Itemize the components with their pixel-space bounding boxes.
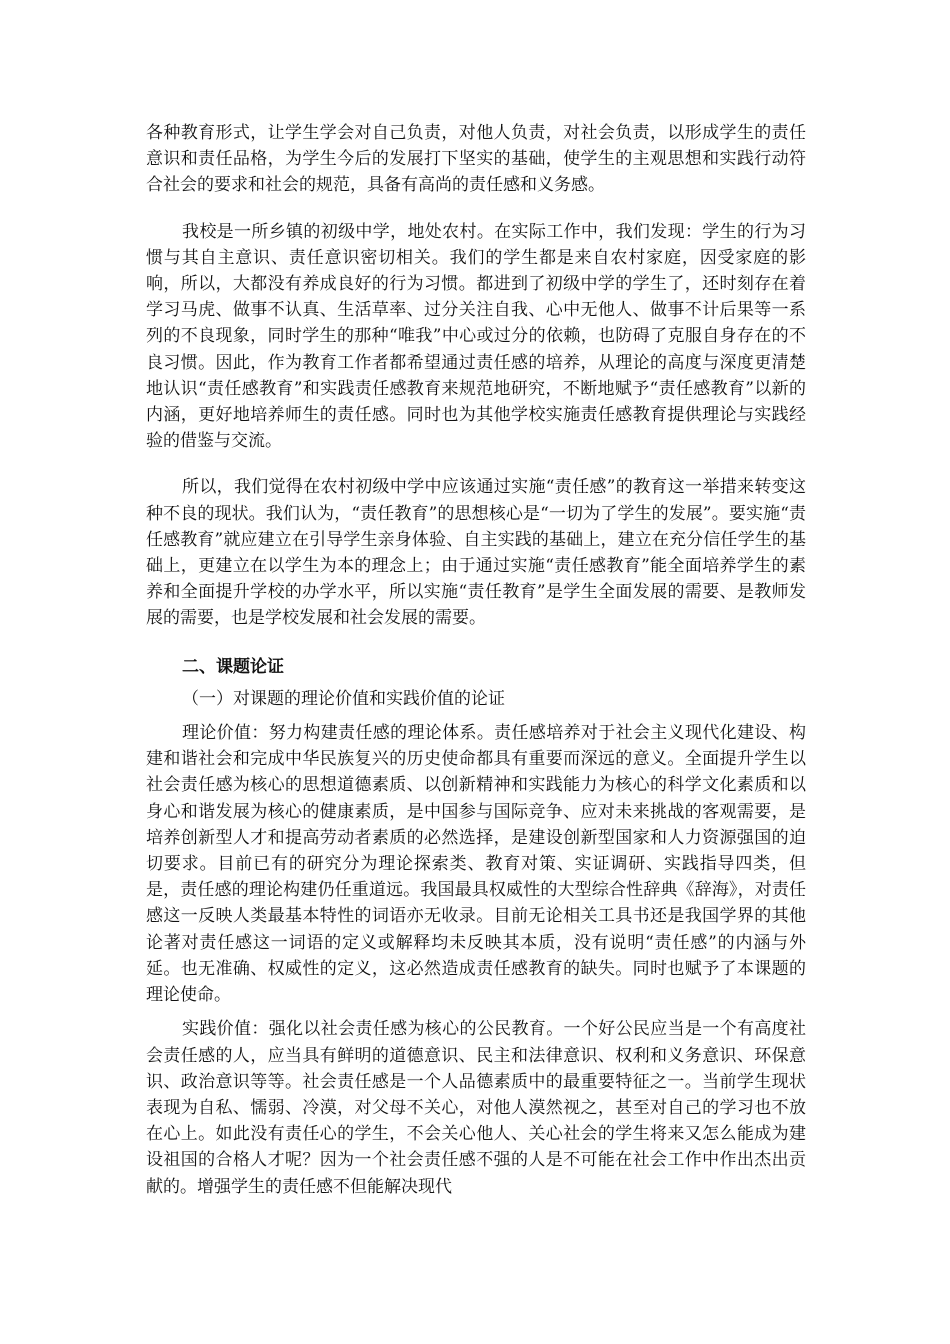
document-page (146, 120, 806, 1200)
paragraph-conclusion: 所以，我们觉得在农村初级中学中应该通过实施“责任感”的教育这一举措来转变这种不良的现状。我们认为，“责任教育”的思想核心是“一切为了学生的发展”。要实施“责任感教育”就应建立在引导学生亲身体验、自主实践的基础上，建立在充分信任学生的基础上，更建立在以学生为本的理念上；由于通过实施“责任感教育”能全面培养学生的素养和全面提升学校的办学水平，所以实施“责任教育”是学生全面发展的需要、是教师发展的需要，也是学校发展和社会发展的需要。 (146, 477, 806, 629)
paragraph-intro-continued: 各种教育形式，让学生学会对自己负责，对他人负责，对社会负责，以形成学生的责任意识和责任品格，为学生今后的发展打下坚实的基础，使学生的主观思想和实践行动符合社会的要求和社会的规范，具备有高尚的责任感和义务感。 (146, 123, 806, 196)
paragraph-school-background: 我校是一所乡镇的初级中学，地处农村。在实际工作中，我们发现：学生的行为习惯与其自主意识、责任意识密切相关。我们的学生都是来自农村家庭，因受家庭的影响，所以，大都没有养成良好的行为习惯。都进到了初级中学的学生了，还时刻存在着学习马虎、做事不认真、生活草率、过分关注自我、心中无他人、做事不计后果等一系列的不良现象，同时学生的那种“唯我”中心或过分的依赖，也防碍了克服自身存在的不良习惯。因此，作为教育工作者都希望通过责任感的培养，从理论的高度与深度更清楚地认识“责任感教育”和实践责任感教育来规范地研究，不断地赋予“责任感教育”以新的内涵，更好地培养师生的责任感。同时也为其他学校实施责任感教育提供理论与实践经验的借鉴与交流。 (146, 221, 806, 452)
subsection-heading: （一）对课题的理论价值和实践价值的论证 (182, 688, 505, 709)
section-heading: 二、课题论证 (182, 656, 284, 677)
paragraph-theoretical-value: 理论价值：努力构建责任感的理论体系。责任感培养对于社会主义现代化建设、构建和谐社会和完成中华民族复兴的历史使命都具有重要而深远的意义。全面提升学生以社会责任感为核心的思想道德素质、以创新精神和实践能力为核心的科学文化素质和以身心和谐发展为核心的健康素质，是中国参与国际竞争、应对未来挑战的客观需要，是培养创新型人才和提高劳动者素质的必然选择，是建设创新型国家和人力资源强国的迫切要求。目前已有的研究分为理论探索类、教育对策、实证调研、实践指导四类，但是，责任感的理论构建仍任重道远。我国最具权威性的大型综合性辞典《辞海》，对责任感这一反映人类最基本特性的词语亦无收录。目前无论相关工具书还是我国学界的其他论著对责任感这一词语的定义或解释均未反映其本质，没有说明“责任感”的内涵与外延。也无准确、权威性的定义，这必然造成责任感教育的缺失。同时也赋予了本课题的理论使命。 (146, 723, 806, 1006)
paragraph-practical-value: 实践价值：强化以社会责任感为核心的公民教育。一个好公民应当是一个有高度社会责任感的人，应当具有鲜明的道德意识、民主和法律意识、权利和义务意识、环保意识、政治意识等等。社会责任感是一个人品德素质中的最重要特征之一。当前学生现状表现为自私、懦弱、冷漠，对父母不关心，对他人漠然视之，甚至对自己的学习也不放在心上。如此没有责任心的学生，不会关心他人、关心社会的学生将来又怎么能成为建设祖国的合格人才呢？因为一个社会责任感不强的人是不可能在社会工作中作出杰出贡献的。增强学生的责任感不但能解决现代 (146, 1019, 806, 1197)
